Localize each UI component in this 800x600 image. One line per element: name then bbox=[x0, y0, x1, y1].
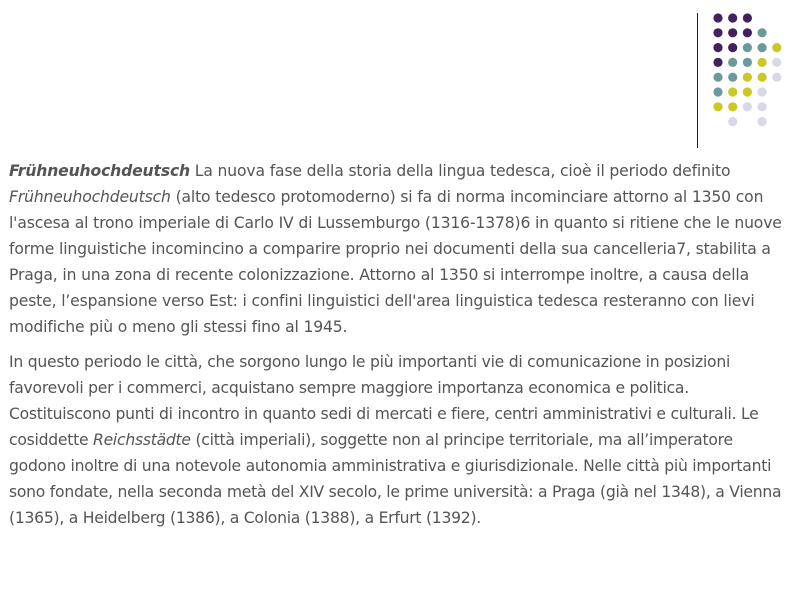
decorative-dot bbox=[772, 58, 781, 67]
decorative-dot bbox=[743, 28, 752, 37]
decorative-dot bbox=[743, 13, 752, 22]
decorative-dot bbox=[728, 117, 737, 126]
term-italic: Reichsstädte bbox=[93, 431, 191, 449]
document-body bbox=[9, 158, 794, 531]
decorative-dot bbox=[743, 43, 752, 52]
decorative-dot bbox=[758, 43, 767, 52]
decorative-dot bbox=[743, 87, 752, 96]
decorative-dot bbox=[728, 58, 737, 67]
decorative-dot-grid bbox=[0, 0, 800, 140]
decorative-dot bbox=[758, 28, 767, 37]
decorative-dot bbox=[728, 73, 737, 82]
decorative-dot bbox=[728, 43, 737, 52]
term-heading: Frühneuhochdeutsch bbox=[9, 162, 190, 180]
decorative-vertical-line bbox=[697, 13, 698, 148]
decorative-dot bbox=[743, 58, 752, 67]
decorative-dot bbox=[713, 58, 722, 67]
decorative-dot bbox=[713, 43, 722, 52]
decorative-dot bbox=[713, 102, 722, 111]
decorative-dot bbox=[758, 87, 767, 96]
paragraph-text: (alto tedesco protomoderno) si fa di norma incominciare attorno al 1350 con l'ascesa al trono imperiale di Carlo IV di Lussemburgo (1316-1378)6 in quanto si ritiene che le nuove forme linguistiche incomincino a comparire proprio nei documenti della sua cancelleria7, stabilita a Praga, in una zona di recente colonizzazione. Attorno al 1350 si interrompe inoltre, a causa della peste, l’espansione verso Est: i confini linguistici dell'area linguistica tedesca resteranno con lievi modifiche più o meno gli stessi fino al 1945. bbox=[9, 188, 782, 336]
paragraph-text: In questo periodo le città, che sorgono lungo le più importanti vie di comunicazione in posizioni favorevoli per i commerci, acquistano sempre maggiore importanza economica e politica. Costituiscono punti di incontro in quanto sedi di mercati e fiere, centri amministrativi e culturali. Le cosiddette bbox=[9, 353, 759, 449]
decorative-dot bbox=[772, 43, 781, 52]
paragraph-fruhneuhochdeutsch bbox=[9, 158, 794, 340]
decorative-dot bbox=[758, 117, 767, 126]
decorative-dot bbox=[713, 73, 722, 82]
decorative-dot bbox=[713, 28, 722, 37]
decorative-dot bbox=[743, 102, 752, 111]
decorative-dot bbox=[728, 87, 737, 96]
decorative-dot bbox=[728, 102, 737, 111]
decorative-dot bbox=[713, 87, 722, 96]
decorative-dot bbox=[713, 13, 722, 22]
decorative-dot bbox=[743, 73, 752, 82]
paragraph-text: La nuova fase della storia della lingua tedesca, cioè il periodo definito bbox=[190, 162, 731, 180]
decorative-dot bbox=[772, 73, 781, 82]
decorative-dot bbox=[758, 58, 767, 67]
paragraph-text: (città imperiali), soggette non al principe territoriale, ma all’imperatore godono inoltre di una notevole autonomia amministrativa e giurisdizionale. Nelle città più importanti sono fondate, nella seconda metà del XIV secolo, le prime università: a Praga (già nel 1348), a Vienna (1365), a Heidelberg (1386), a Colonia (1388), a Erfurt (1392). bbox=[9, 431, 782, 527]
paragraph-cities bbox=[9, 349, 794, 531]
decorative-dot bbox=[728, 28, 737, 37]
term-italic: Frühneuhochdeutsch bbox=[9, 188, 171, 206]
decorative-dot bbox=[728, 13, 737, 22]
decorative-dot bbox=[758, 102, 767, 111]
decorative-dot bbox=[758, 73, 767, 82]
dot-pattern bbox=[713, 13, 781, 126]
